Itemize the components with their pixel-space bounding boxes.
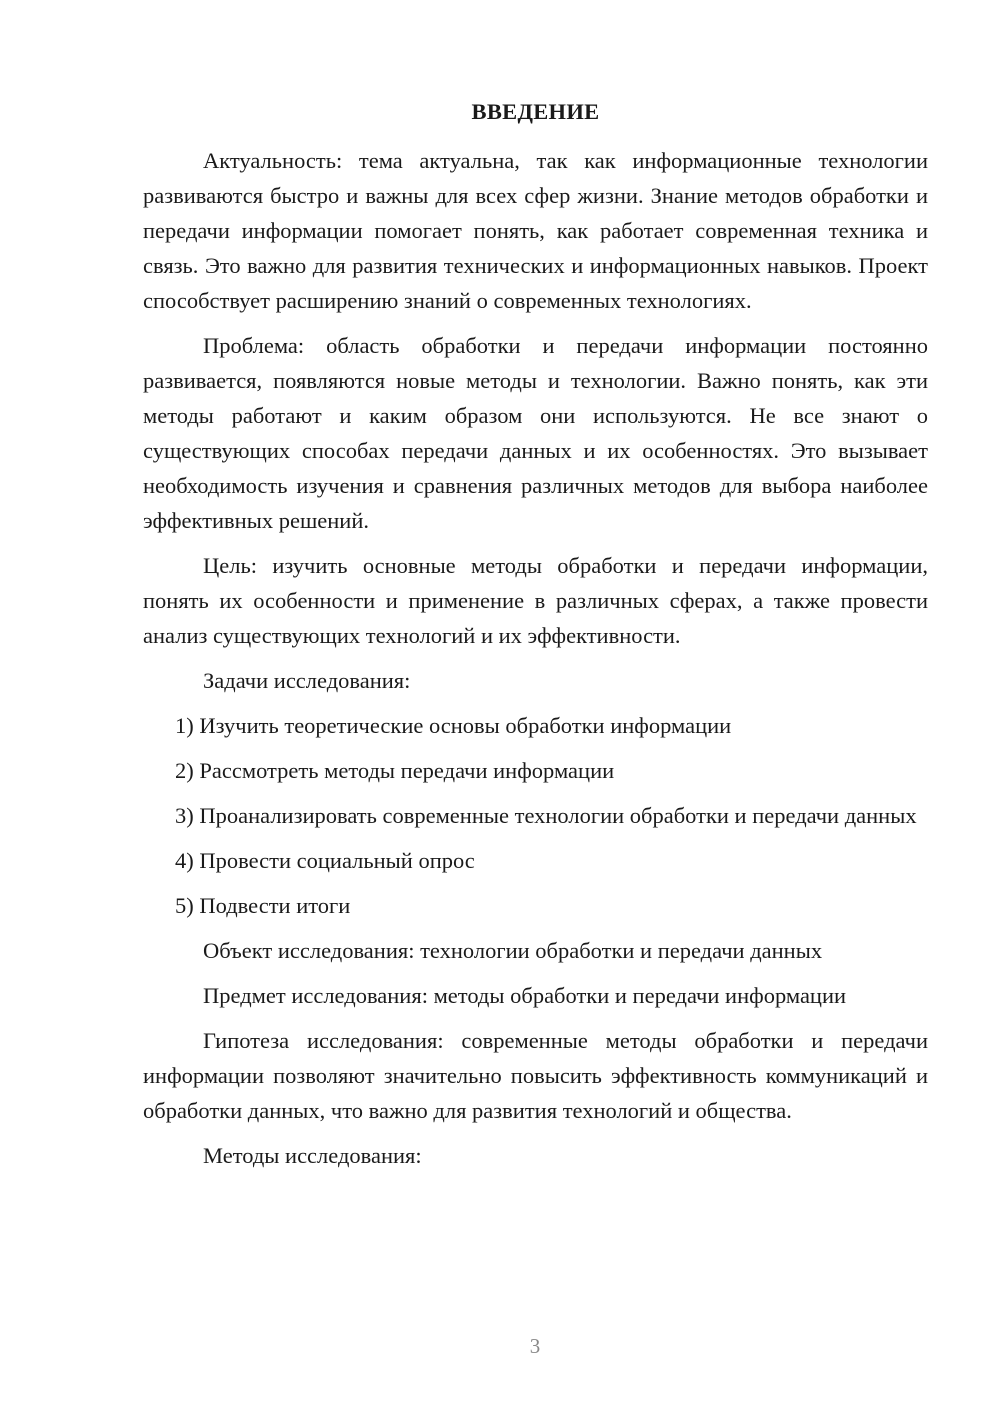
relevance-paragraph: Актуальность: тема актуальна, так как информационные технологии развиваются быстро и важны для всех сфер жизни. Знание методов обработки и передачи информации помогает понять, как работает современная техника и связь. Это важно для развития технических и информационных навыков. Проект способствует расширению знаний о современных технологиях.	[143, 148, 928, 313]
hypothesis-paragraph: Гипотеза исследования: современные методы обработки и передачи информации позволяют значительно повысить эффективность коммуникаций и обработки данных, что важно для развития технологий и общества.	[143, 1028, 928, 1123]
page-number: 3	[529, 1334, 541, 1358]
task-item: 1) Изучить теоретические основы обработки информации	[175, 713, 732, 738]
subject-paragraph: Предмет исследования: методы обработки и передачи информации	[203, 983, 847, 1008]
methods-heading: Методы исследования:	[203, 1143, 422, 1168]
problem-paragraph: Проблема: область обработки и передачи информации постоянно развивается, появляются новые методы и технологии. Важно понять, как эти методы работают и каким образом они используются. Не все знают о существующих способах передачи данных и их особенностях. Это вызывает необходимость изучения и сравнения различных методов для выбора наиболее эффективных решений.	[143, 333, 928, 533]
task-item: 2) Рассмотреть методы передачи информации	[175, 758, 615, 783]
page-content	[143, 94, 928, 1183]
goal-paragraph: Цель: изучить основные методы обработки и передачи информации, понять их особенности и применение в различных сферах, а также провести анализ существующих технологий и их эффективности.	[143, 553, 928, 648]
tasks-heading: Задачи исследования:	[203, 668, 411, 693]
task-item: 3) Проанализировать современные технологии обработки и передачи данных	[175, 803, 917, 828]
task-item: 5) Подвести итоги	[175, 893, 351, 918]
page-title: ВВЕДЕНИЕ	[471, 99, 600, 124]
object-paragraph: Объект исследования: технологии обработки и передачи данных	[203, 938, 823, 963]
task-item: 4) Провести социальный опрос	[175, 848, 475, 873]
